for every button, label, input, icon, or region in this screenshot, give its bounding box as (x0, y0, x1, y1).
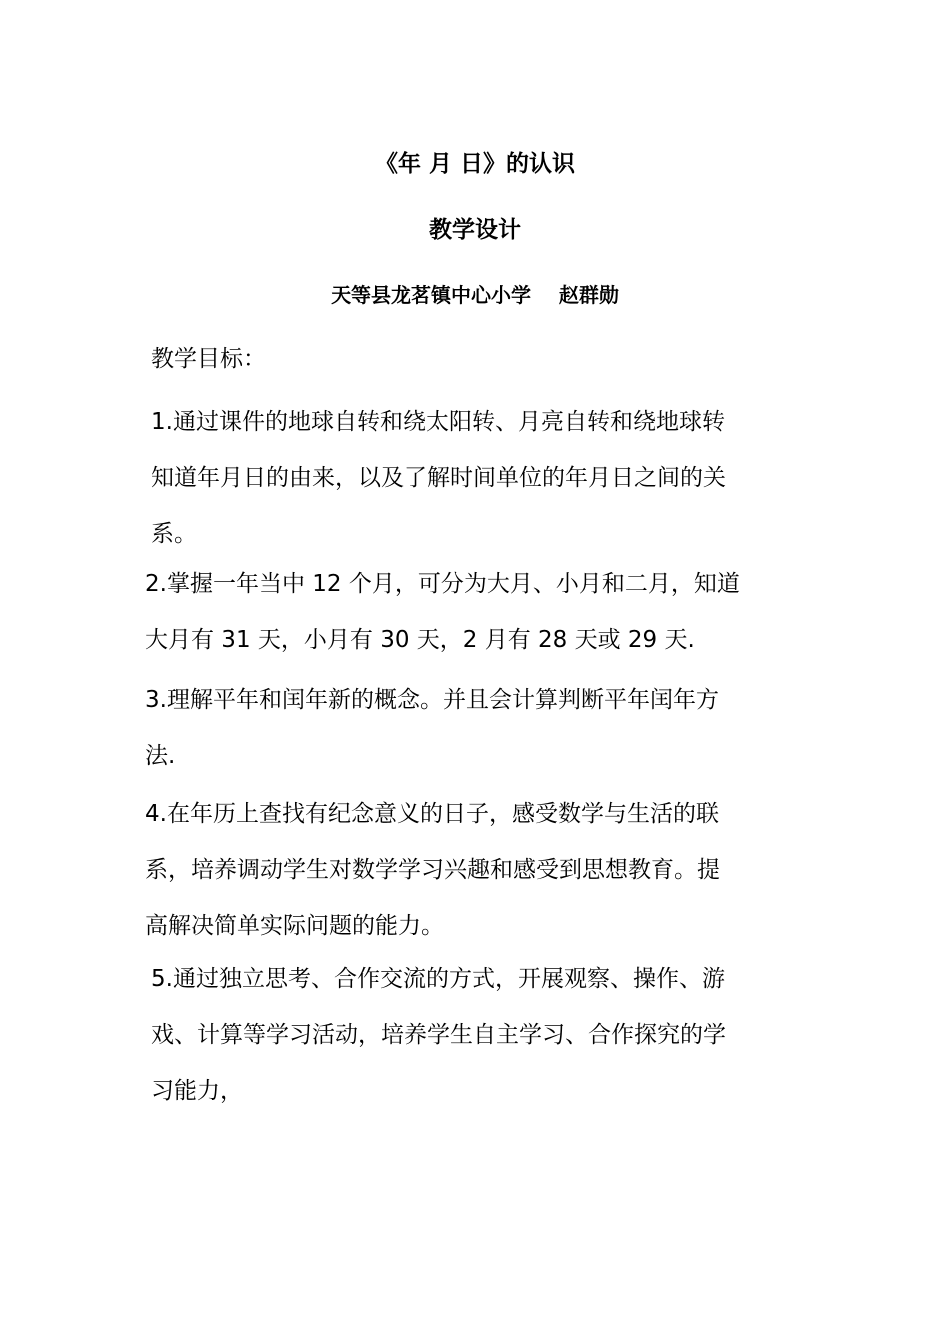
objective-line: 习能力， (151, 1078, 243, 1104)
objective-line: 1.通过课件的地球自转和绕太阳转、月亮自转和绕地球转 (151, 409, 725, 435)
objective-line: 大月有 31 天，小月有 30 天，2 月有 28 天或 29 天. (145, 627, 695, 653)
objective-1 (151, 394, 726, 562)
objective-line: 高解决简单实际问题的能力。 (145, 913, 444, 939)
objective-line: 3.理解平年和闰年新的概念。并且会计算判断平年闰年方 (145, 687, 719, 713)
document-subtitle: 教学设计 (429, 217, 521, 243)
document-title: 《年 月 日》的认识 (374, 151, 575, 177)
objective-line: 2.掌握一年当中 12 个月，可分为大月、小月和二月，知道 (145, 571, 740, 597)
objective-line: 戏、计算等学习活动，培养学生自主学习、合作探究的学 (151, 1022, 726, 1048)
objective-line: 4.在年历上查找有纪念意义的日子，感受数学与生活的联 (145, 801, 719, 827)
objective-3 (145, 672, 719, 784)
objective-2 (145, 556, 740, 668)
objective-4 (145, 786, 720, 954)
objective-line: 5.通过独立思考、合作交流的方式，开展观察、操作、游 (151, 966, 725, 992)
objective-line: 知道年月日的由来，以及了解时间单位的年月日之间的关 (151, 465, 726, 491)
objective-line: 系。 (151, 521, 197, 547)
section-label: 教学目标： (151, 346, 266, 372)
author-line: 天等县龙茗镇中心小学 赵群勋 (331, 283, 619, 307)
objective-line: 系，培养调动学生对数学学习兴趣和感受到思想教育。提 (145, 857, 720, 883)
objective-line: 法. (145, 743, 176, 769)
objective-5 (151, 951, 726, 1119)
